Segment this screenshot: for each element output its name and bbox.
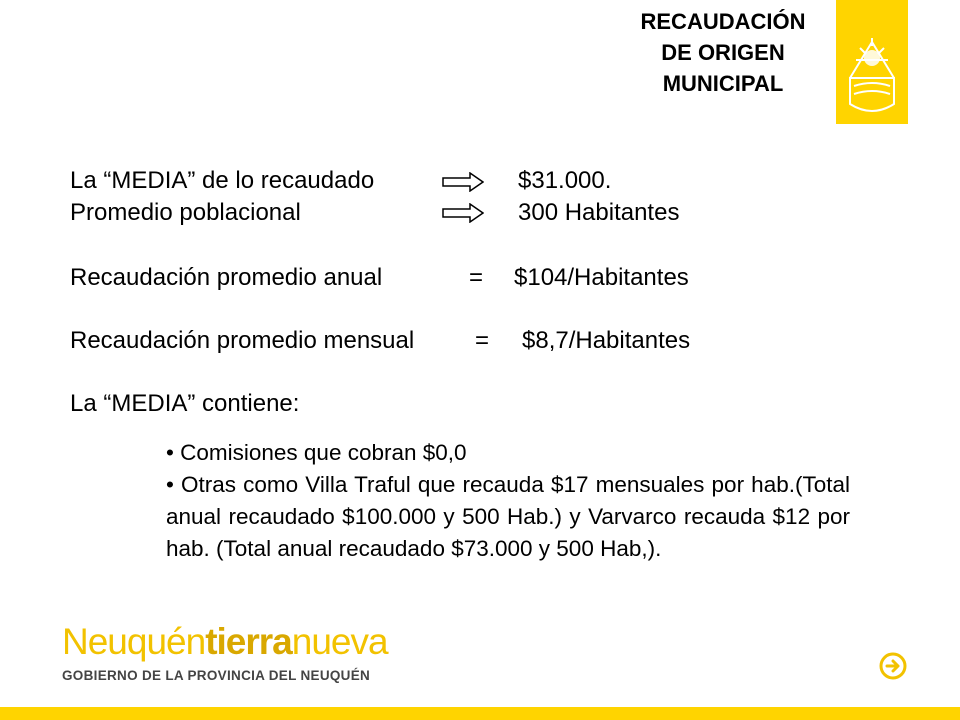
mensual-value: $8,7/Habitantes — [522, 327, 691, 354]
title-line-2: DE ORIGEN — [661, 40, 785, 65]
bullet-list — [166, 437, 850, 565]
anual-label: Recaudación promedio anual — [70, 264, 383, 291]
provincial-seal-icon — [836, 0, 908, 124]
poblacion-value: 300 Habitantes — [518, 199, 680, 226]
mensual-equals: = — [475, 327, 490, 354]
bullet-item: • Comisiones que cobran $0,0 — [166, 440, 467, 465]
bullet-item: • Otras como Villa Traful que recauda $17 mensuales por hab.(Total anual recaudado $100.000 y 500 Hab.) y Varvarco recauda $12 por hab. (Total anual recaudado $73.000 y 500 Hab,). — [166, 472, 850, 561]
bottom-bar — [0, 707, 960, 720]
mensual-label: Recaudación promedio mensual — [70, 327, 415, 354]
title-line-3: MUNICIPAL — [662, 71, 784, 96]
anual-value: $104/Habitantes — [514, 264, 689, 291]
poblacion-label: Promedio poblacional — [70, 199, 301, 226]
anual-equals: = — [469, 264, 484, 291]
media-value: $31.000. — [518, 167, 612, 194]
contiene-label: La “MEDIA” contiene: — [70, 390, 300, 417]
logo-part-neuquen: Neuquén — [62, 621, 206, 662]
logo-part-nueva: nueva — [291, 621, 388, 662]
slide-title — [618, 6, 828, 99]
right-arrow-icon — [442, 203, 484, 223]
title-line-1: RECAUDACIÓN — [640, 9, 806, 34]
media-label: La “MEDIA” de lo recaudado — [70, 167, 375, 194]
logo-part-tierra: tierra — [205, 621, 292, 662]
neuquen-logo — [62, 622, 388, 683]
logo-wordmark — [62, 622, 388, 662]
logo-subtitle: GOBIERNO DE LA PROVINCIA DEL NEUQUÉN — [62, 668, 371, 683]
right-arrow-icon — [442, 172, 484, 192]
seal-box — [836, 0, 908, 124]
arrow-right-circle-icon[interactable] — [878, 651, 908, 681]
